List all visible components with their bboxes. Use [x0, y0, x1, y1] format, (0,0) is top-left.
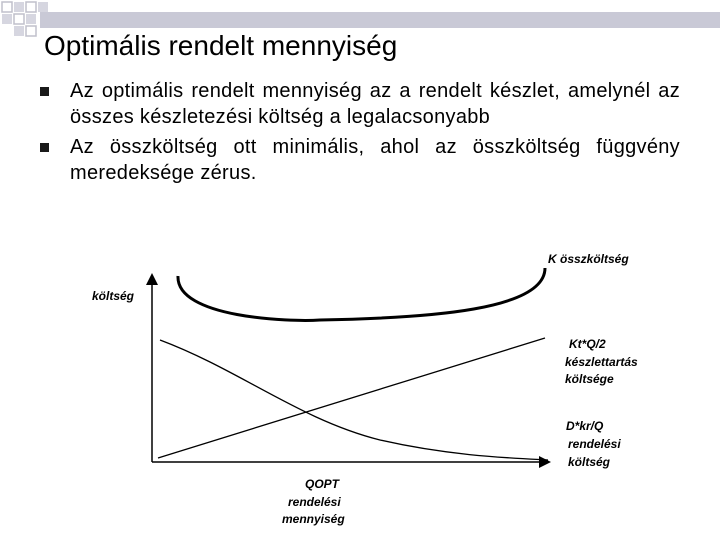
total-cost-label: K összköltség	[548, 252, 629, 266]
x-axis-label-qopt: QOPT	[305, 477, 340, 491]
bullet-text: Az optimális rendelt mennyiség az a rendelt készlet, amelynél az összes készletezési költség a legalacsonyabb	[70, 80, 680, 128]
total-cost-curve	[178, 268, 545, 320]
holding-cost-line	[158, 338, 545, 458]
holding-cost-label-line1: készlettartás	[565, 355, 638, 369]
x-axis-label-line1: rendelési	[288, 495, 341, 509]
bullet-text: Az összköltség ott minimális, ahol az összköltség függvény meredeksége zérus.	[70, 136, 680, 184]
ordering-cost-curve	[160, 340, 548, 460]
page-title: Optimális rendelt mennyiség	[44, 30, 398, 61]
x-axis-label-line2: mennyiség	[282, 512, 345, 526]
ordering-cost-label-formula: D*kr/Q	[566, 419, 604, 433]
holding-cost-label-formula: Kt*Q/2	[569, 337, 606, 351]
holding-cost-label-line2: költsége	[565, 372, 614, 386]
ordering-cost-label-line2: költség	[568, 455, 611, 469]
y-axis-label: költség	[92, 289, 135, 303]
ordering-cost-label-line1: rendelési	[568, 437, 621, 451]
